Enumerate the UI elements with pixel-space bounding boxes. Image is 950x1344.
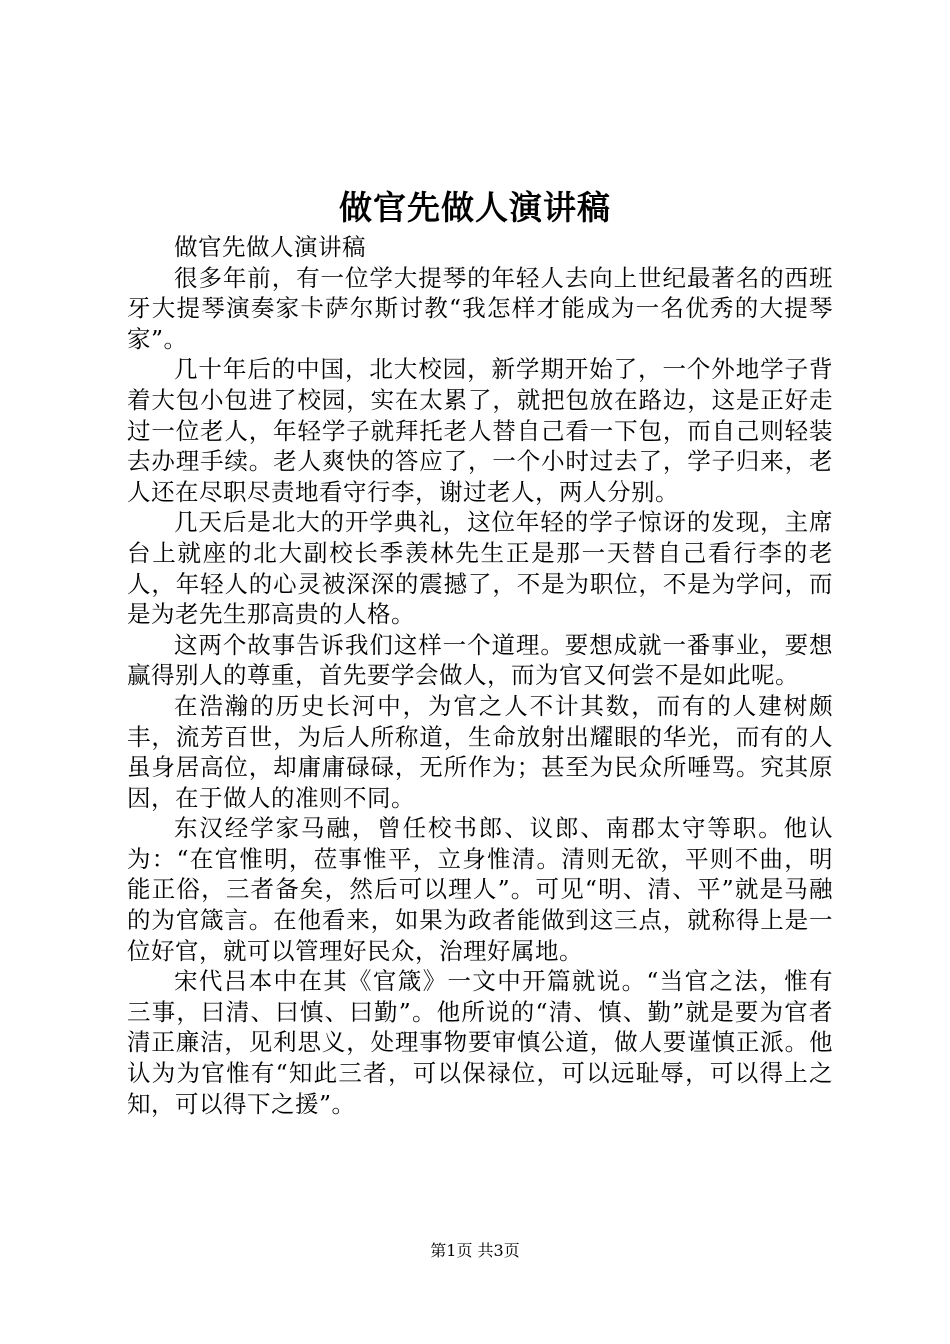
- paragraph: 东汉经学家马融，曾任校书郎、议郎、南郡太守等职。他认为：“在官惟明，莅事惟平，立身惟清。清则无欲，平则不曲，明能正俗，三者备矣，然后可以理人”。可见“明、清、平”就是马融的为官箴言。在他看来，如果为政者能做到这三点，就称得上是一位好官，就可以管理好民众，治理好属地。: [127, 814, 833, 965]
- document-title: 做官先做人演讲稿: [339, 188, 611, 227]
- document-body: [127, 232, 833, 1119]
- paragraph: 做官先做人演讲稿: [174, 233, 366, 261]
- paragraph: 很多年前，有一位学大提琴的年轻人去向上世纪最著名的西班牙大提琴演奏家卡萨尔斯讨教“我怎样才能成为一名优秀的大提琴家”。: [127, 263, 833, 353]
- paragraph: 宋代吕本中在其《官箴》一文中开篇就说。“当官之法，惟有三事，曰清、曰慎、曰勤”。他所说的“清、慎、勤”就是要为官者清正廉洁，见利思义，处理事物要审慎公道，做人要谨慎正派。他认为为官惟有“知此三者，可以保禄位，可以远耻辱，可以得上之知，可以得下之援”。: [127, 967, 833, 1118]
- page-footer: 第1页 共3页: [430, 1241, 520, 1260]
- paragraph: 几天后是北大的开学典礼，这位年轻的学子惊讶的发现，主席台上就座的北大副校长季羡林先生正是那一天替自己看行李的老人，年轻人的心灵被深深的震撼了，不是为职位，不是为学问，而是为老先生那高贵的人格。: [127, 508, 833, 629]
- paragraph: 这两个故事告诉我们这样一个道理。要想成就一番事业，要想赢得别人的尊重，首先要学会做人，而为官又何尝不是如此呢。: [127, 630, 833, 690]
- paragraph: 几十年后的中国，北大校园，新学期开始了，一个外地学子背着大包小包进了校园，实在太累了，就把包放在路边，这是正好走过一位老人，年轻学子就拜托老人替自己看一下包，而自己则轻装去办理手续。老人爽快的答应了，一个小时过去了，学子归来，老人还在尽职尽责地看守行李，谢过老人，两人分别。: [127, 355, 833, 506]
- paragraph: 在浩瀚的历史长河中，为官之人不计其数，而有的人建树颇丰，流芳百世，为后人所称道，生命放射出耀眼的华光，而有的人虽身居高位，却庸庸碌碌，无所作为；甚至为民众所唾骂。究其原因，在于做人的准则不同。: [127, 691, 833, 812]
